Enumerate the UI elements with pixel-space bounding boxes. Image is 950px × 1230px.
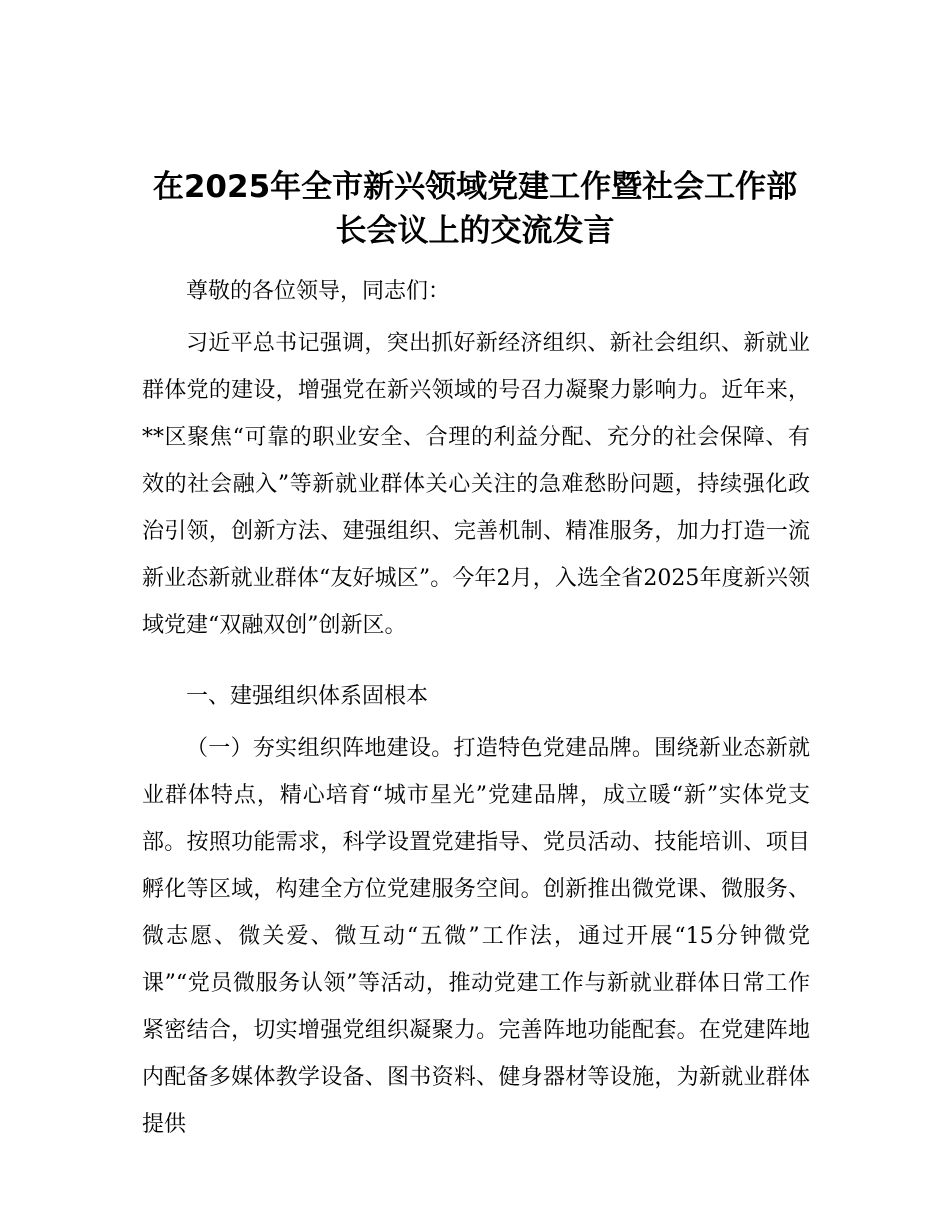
body-paragraph-1: 习近平总书记强调，突出抓好新经济组织、新社会组织、新就业群体党的建设，增强党在新兴领域的号召力凝聚力影响力。近年来，**区聚焦“可靠的职业安全、合理的利益分配、充分的社会保障、有效的社会融入”等新就业群体关心关注的急难愁盼问题，持续强化政治引领，创新方法、建强组织、完善机制、精准服务，加力打造一流新业态新就业群体“友好城区”。今年2月，入选全省2025年度新兴领域党建“双融双创”创新区。 [142,331,810,638]
section-heading-1: 一、建强组织体系固根本 [186,684,429,709]
document-title [100,165,850,253]
title-line-1: 在2025年全市新兴领域党建工作暨社会工作部 [152,169,798,205]
salutation: 尊敬的各位领导，同志们： [186,279,451,304]
title-line-2: 长会议上的交流发言 [335,213,615,249]
body-paragraph-2: （一）夯实组织阵地建设。打造特色党建品牌。围绕新业态新就业群体特点，精心培育“城市星光”党建品牌，成立暖“新”实体党支部。按照功能需求，科学设置党建指导、党员活动、技能培训、项目孵化等区域，构建全方位党建服务空间。创新推出微党课、微服务、微志愿、微关爱、微互动“五微”工作法，通过开展“15分钟微党课”“党员微服务认领”等活动，推动党建工作与新就业群体日常工作紧密结合，切实增强党组织凝聚力。完善阵地功能配套。在党建阵地内配备多媒体教学设备、图书资料、健身器材等设施，为新就业群体提供 [142,736,810,1137]
